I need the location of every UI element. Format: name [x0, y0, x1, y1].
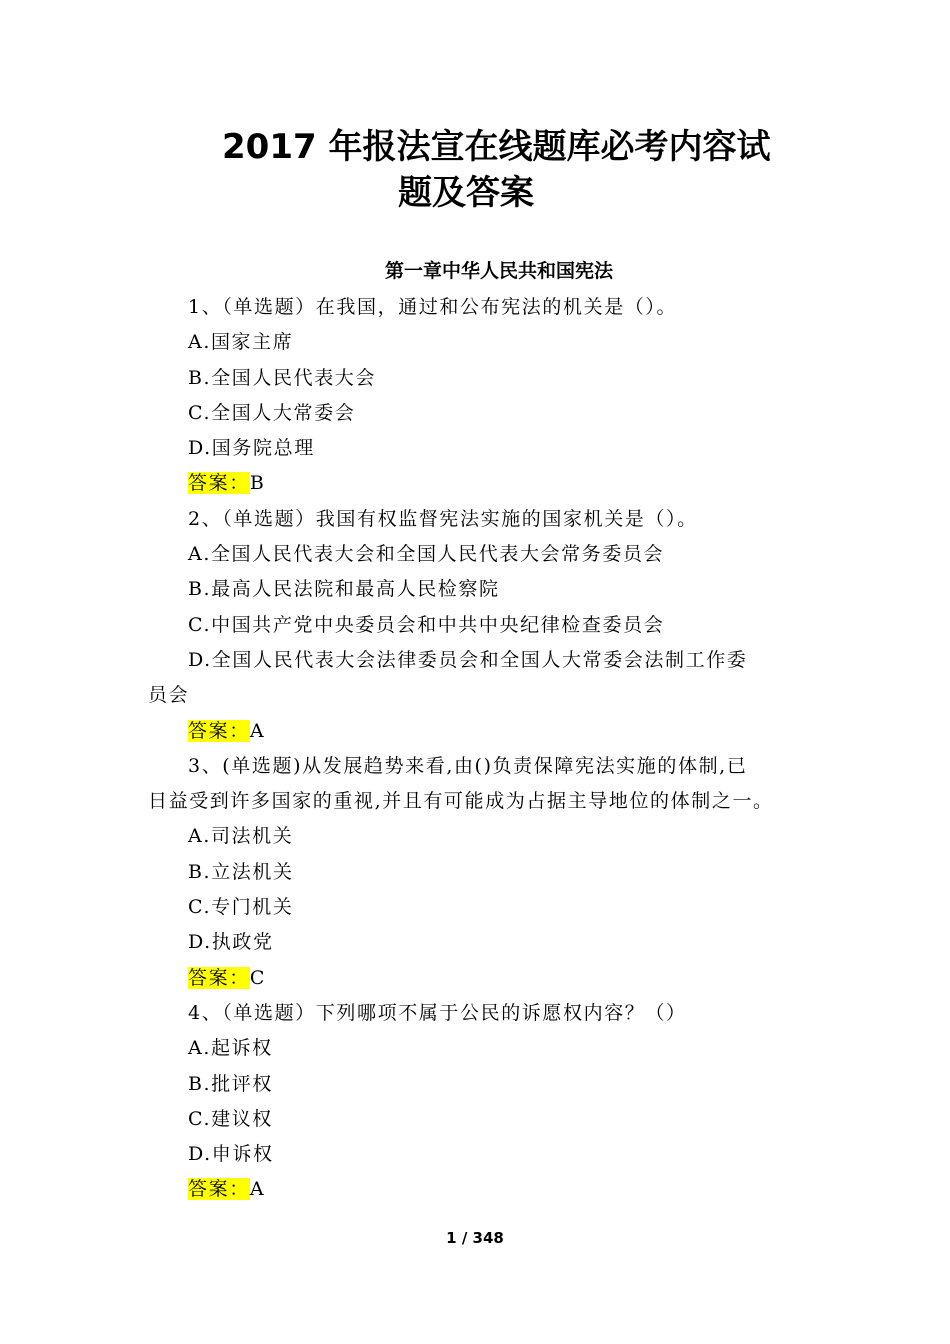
- question-3-option-b: B.立法机关: [188, 860, 294, 883]
- question-4-option-b: B.批评权: [188, 1072, 274, 1095]
- document-title: [0, 124, 950, 216]
- question-1-option-b: B.全国人民代表大会: [188, 366, 377, 389]
- question-3-stem: 3、(单选题)从发展趋势来看,由()负责保障宪法实施的体制,已: [188, 754, 748, 777]
- question-2-option-d: D.全国人民代表大会法律委员会和全国人大常委会法制工作委: [188, 648, 748, 671]
- question-4-option-d: D.申诉权: [188, 1143, 274, 1166]
- answer-label: 答案：: [188, 966, 250, 989]
- page-current: 1: [446, 1229, 457, 1247]
- title-line-2: 题及答案: [398, 173, 534, 213]
- question-1-stem: 1、（单选题）在我国，通过和公布宪法的机关是（）。: [188, 296, 678, 318]
- question-3-option-a: A.司法机关: [188, 825, 294, 848]
- question-4-stem: 4、（单选题）下列哪项不属于公民的诉愿权内容？（）: [188, 1001, 687, 1024]
- question-2-option-d-cont: 员会: [148, 684, 190, 707]
- answer-value: C: [249, 966, 266, 989]
- question-1-option-d: D.国务院总理: [188, 437, 315, 460]
- question-3-option-c: C.专门机关: [188, 896, 294, 919]
- title-line-1: 2017 年报法宣在线题库必考内容试: [222, 127, 771, 167]
- question-2-option-c: C.中国共产党中央委员会和中共中央纪律检查委员会: [188, 613, 665, 636]
- answer-label: 答案：: [188, 472, 250, 495]
- answer-label: 答案：: [188, 1178, 250, 1201]
- question-4-option-a: A.起诉权: [188, 1037, 273, 1060]
- question-4-option-c: C.建议权: [188, 1107, 273, 1130]
- page-total: 348: [472, 1229, 504, 1247]
- answer-value: A: [249, 1178, 266, 1201]
- question-2-option-b: B.最高人民法院和最高人民检察院: [188, 578, 500, 601]
- question-4-answer: [148, 1172, 828, 1207]
- question-3-stem-cont: 日益受到许多国家的重视,并且有可能成为占据主导地位的体制之一。: [148, 790, 774, 813]
- answer-value: B: [249, 472, 266, 495]
- question-1-option-a: A.国家主席: [188, 331, 294, 354]
- question-list: [148, 290, 828, 1208]
- chapter-heading: 第一章中华人民共和国宪法: [384, 260, 613, 282]
- page-number: 1 / 348: [446, 1229, 504, 1247]
- question-3-answer: [148, 961, 828, 996]
- question-2-stem: 2、（单选题）我国有权监督宪法实施的国家机关是（）。: [188, 507, 698, 530]
- question-1-answer: [148, 466, 828, 501]
- question-1-option-c: C.全国人大常委会: [188, 401, 356, 424]
- question-2-option-a: A.全国人民代表大会和全国人民代表大会常务委员会: [188, 543, 665, 566]
- answer-label: 答案：: [188, 719, 250, 742]
- answer-value: A: [249, 719, 266, 742]
- question-2-answer: [148, 714, 828, 749]
- question-3-option-d: D.执政党: [188, 931, 274, 954]
